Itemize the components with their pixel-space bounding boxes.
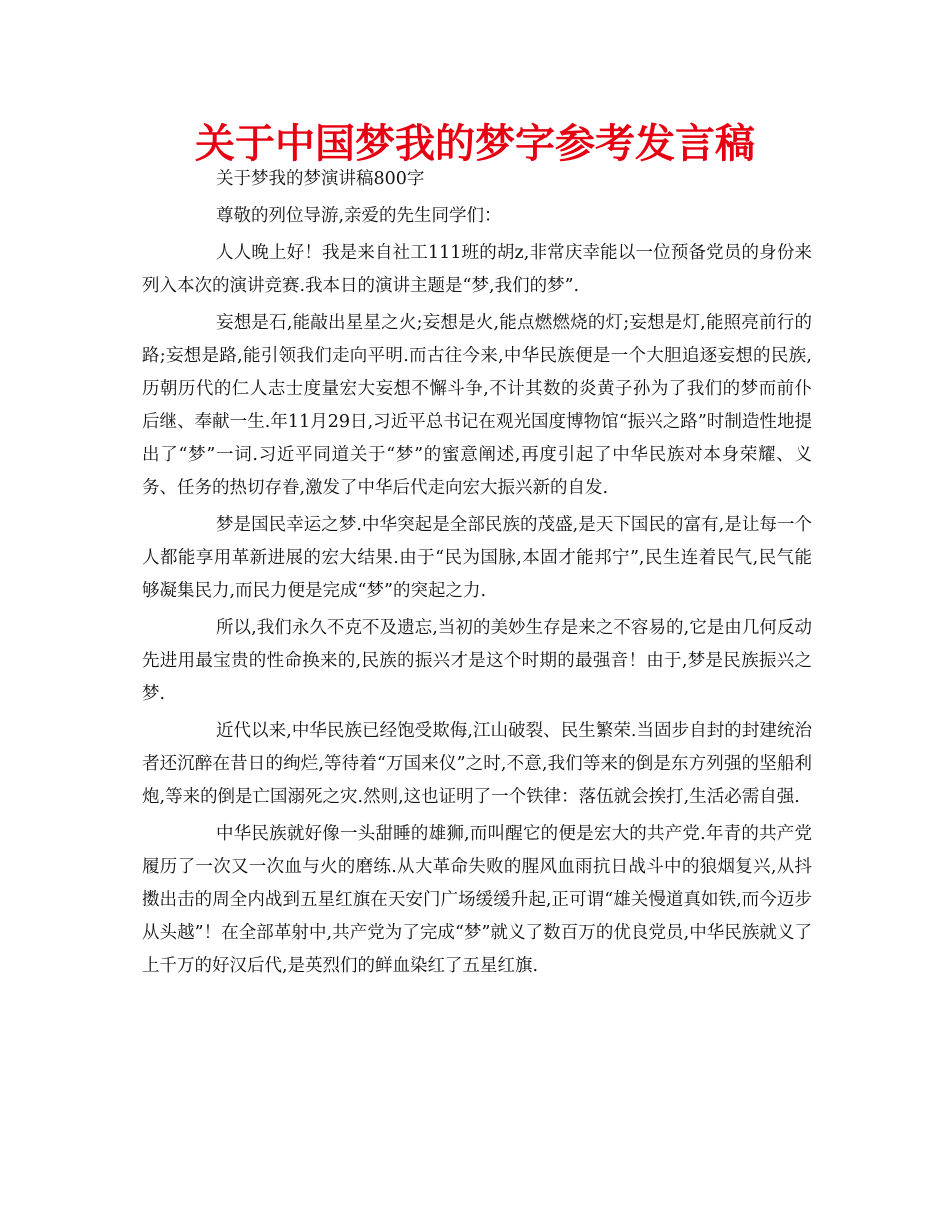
paragraph-2: 妄想是石,能敲出星星之火;妄想是火,能点燃燃烧的灯;妄想是灯,能照亮前行的路;妄想是路,能引领我们走向平明.而古往今来,中华民族便是一个大胆追逐妄想的民族,历朝历代的仁人志士度量宏大妄想不懈斗争,不计其数的炎黄子孙为了我们的梦而前仆后继、奉献一生.年11月29日,习近平总书记在观光国度博物馆“振兴之路”时制造性地提出了“梦”一词.习近平同道关于“梦”的蜜意阐述,再度引起了中华民族对本身荣耀、义务、任务的热切存眷,激发了中华后代走向宏大振兴新的自发. — [142, 313, 812, 498]
speech-subtitle: 关于梦我的梦演讲稿800字 — [216, 169, 425, 189]
document-body — [142, 163, 812, 987]
document-title: 关于中国梦我的梦字参考发言稿 — [195, 121, 755, 167]
paragraph-1: 人人晚上好！我是来自社工111班的胡z,非常庆幸能以一位预备党员的身份来列入本次的演讲竞赛.我本日的演讲主题是“梦,我们的梦”. — [142, 243, 812, 296]
paragraph-5: 近代以来,中华民族已经饱受欺侮,江山破裂、民生繁荣.当固步自封的封建统治者还沉醉在昔日的绚烂,等待着“万国来仪”之时,不意,我们等来的倒是东方列强的坚船利炮,等来的倒是亡国溺死之灾.然则,这也证明了一个铁律：落伍就会挨打,生活必需自强. — [142, 721, 812, 807]
paragraph-3: 梦是国民幸运之梦.中华突起是全部民族的茂盛,是天下国民的富有,是让每一个人都能享用革新进展的宏大结果.由于“民为国脉,本固才能邦宁”,民生连着民气,民气能够凝集民力,而民力便是完成“梦”的突起之力. — [142, 515, 812, 601]
speech-greeting: 尊敬的列位导游,亲爱的先生同学们： — [216, 206, 502, 226]
paragraph-4: 所以,我们永久不克不及遗忘,当初的美妙生存是来之不容易的,它是由几何反动先进用最宝贵的性命换来的,民族的振兴才是这个时期的最强音！由于,梦是民族振兴之梦. — [142, 618, 812, 704]
paragraph-6: 中华民族就好像一头甜睡的雄狮,而叫醒它的便是宏大的共产党.年青的共产党履历了一次又一次血与火的磨练.从大革命失败的腥风血雨抗日战斗中的狼烟复兴,从抖擞出击的周全内战到五星红旗在天安门广场缓缓升起,正可谓“雄关慢道真如铁,而今迈步从头越”！在全部革射中,共产党为了完成“梦”就义了数百万的优良党员,中华民族就义了上千万的好汉后代,是英烈们的鲜血染红了五星红旗. — [142, 824, 812, 976]
